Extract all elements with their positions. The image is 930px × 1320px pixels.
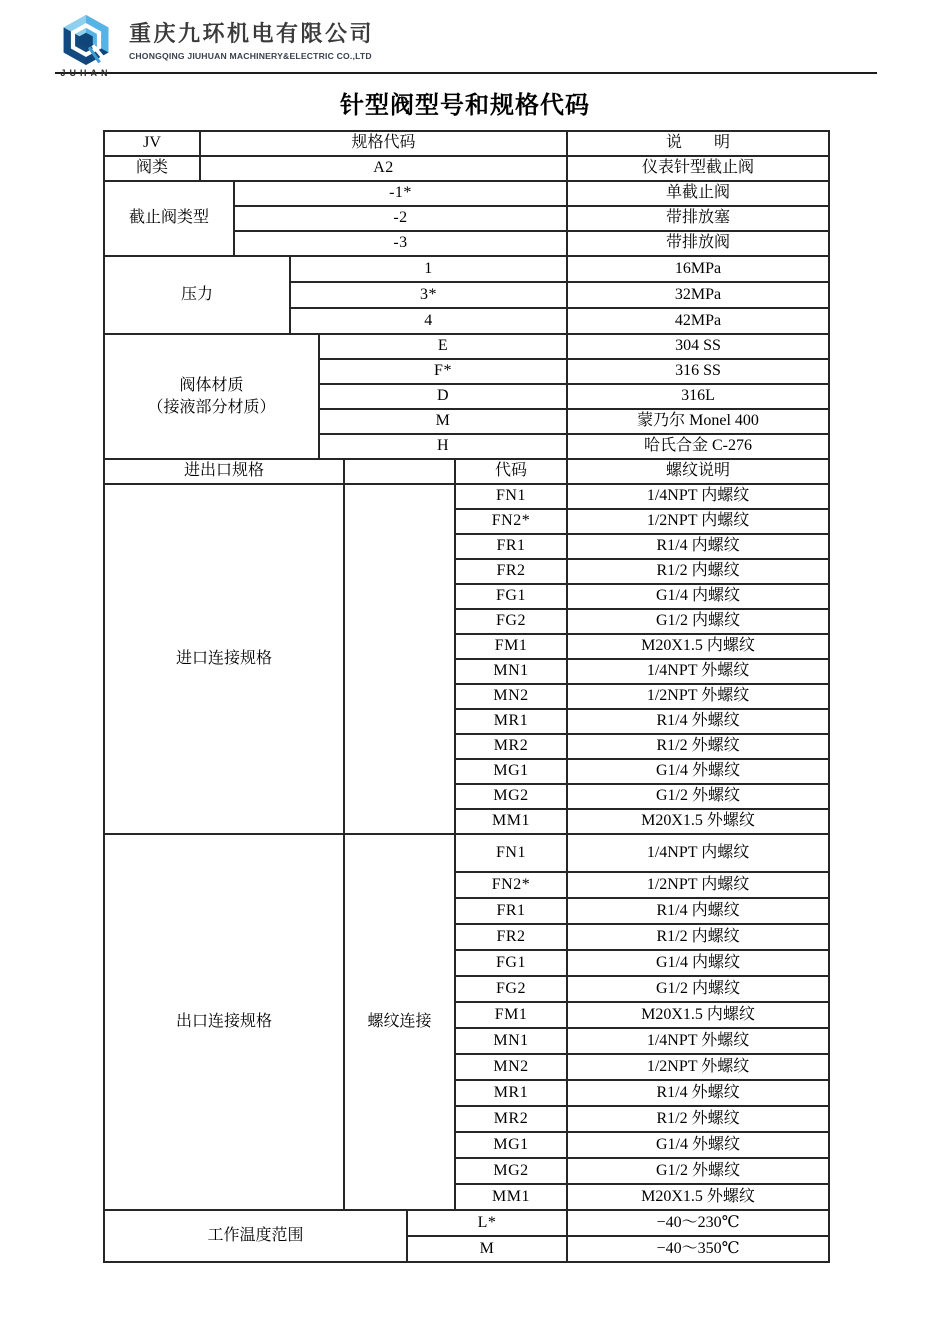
code-cell: FG2 [455, 976, 567, 1002]
desc-cell: 带排放塞 [567, 206, 829, 231]
code-cell: 1 [290, 256, 567, 282]
inlet-label-cell: 进口连接规格 [104, 484, 344, 834]
inlet-mid-cell [344, 484, 455, 834]
desc-cell: G1/2 外螺纹 [567, 1158, 829, 1184]
code-cell: MR1 [455, 1080, 567, 1106]
desc-cell: −40～350℃ [567, 1236, 829, 1262]
code-cell: FG2 [455, 609, 567, 634]
code-cell: FR2 [455, 559, 567, 584]
desc-cell: 1/2NPT 内螺纹 [567, 509, 829, 534]
company-logo [55, 14, 117, 78]
temperature-label-cell: 工作温度范围 [104, 1210, 407, 1262]
company-name-block [129, 14, 374, 61]
desc-cell: M20X1.5 内螺纹 [567, 1002, 829, 1028]
valve-class-code-cell: A2 [200, 156, 567, 181]
desc-cell: −40～230℃ [567, 1210, 829, 1236]
desc-cell: G1/4 内螺纹 [567, 584, 829, 609]
code-cell: MR1 [455, 709, 567, 734]
code-cell: MN2 [455, 1054, 567, 1080]
code-cell: MG1 [455, 759, 567, 784]
table-row [104, 334, 829, 359]
juhan-hexagon-logo-icon [60, 14, 112, 66]
body-material-label-line2: （接液部分材质） [147, 398, 276, 416]
code-cell: -2 [234, 206, 567, 231]
desc-cell: 1/2NPT 外螺纹 [567, 1054, 829, 1080]
desc-cell: 蒙乃尔 Monel 400 [567, 409, 829, 434]
code-cell: FM1 [455, 634, 567, 659]
code-cell: FN2* [455, 872, 567, 898]
desc-cell: 1/4NPT 外螺纹 [567, 1028, 829, 1054]
valve-class-desc-cell: 仪表针型截止阀 [567, 156, 829, 181]
desc-cell: 1/2NPT 外螺纹 [567, 684, 829, 709]
code-cell: 3* [290, 282, 567, 308]
code-cell: MN2 [455, 684, 567, 709]
port-spec-empty-cell [344, 459, 455, 484]
outlet-mid-cell: 螺纹连接 [344, 834, 455, 1210]
desc-cell: 1/4NPT 内螺纹 [567, 484, 829, 509]
code-cell: MG1 [455, 1132, 567, 1158]
code-cell: MM1 [455, 809, 567, 834]
table-row [104, 1210, 829, 1236]
table-row [104, 131, 829, 156]
valve-class-label-cell: 阀类 [104, 156, 200, 181]
code-cell: E [319, 334, 567, 359]
table-row [104, 834, 829, 872]
code-cell: FN1 [455, 834, 567, 872]
code-cell: -1* [234, 181, 567, 206]
code-cell: FM1 [455, 1002, 567, 1028]
desc-cell: 316 SS [567, 359, 829, 384]
code-cell: M [407, 1236, 567, 1262]
desc-cell: G1/4 外螺纹 [567, 1132, 829, 1158]
jv-header-cell: JV [104, 131, 200, 156]
code-cell: H [319, 434, 567, 459]
desc-cell: G1/4 内螺纹 [567, 950, 829, 976]
code-cell: MR2 [455, 734, 567, 759]
desc-cell: M20X1.5 内螺纹 [567, 634, 829, 659]
desc-cell: M20X1.5 外螺纹 [567, 809, 829, 834]
code-cell: D [319, 384, 567, 409]
desc-cell: 304 SS [567, 334, 829, 359]
desc-cell: 16MPa [567, 256, 829, 282]
code-cell: FR1 [455, 534, 567, 559]
code-cell: 4 [290, 308, 567, 334]
code-cell: FR1 [455, 898, 567, 924]
desc-cell: R1/4 外螺纹 [567, 709, 829, 734]
code-cell: FN2* [455, 509, 567, 534]
letterhead [0, 0, 930, 78]
code-cell: MN1 [455, 659, 567, 684]
code-cell: MN1 [455, 1028, 567, 1054]
table-row [104, 484, 829, 509]
table-row [104, 256, 829, 282]
desc-cell: M20X1.5 外螺纹 [567, 1184, 829, 1210]
code-column-header-cell: 代码 [455, 459, 567, 484]
spec-code-header-cell: 规格代码 [200, 131, 567, 156]
table-row [104, 459, 829, 484]
desc-cell: R1/2 外螺纹 [567, 1106, 829, 1132]
stop-valve-type-label-cell: 截止阀类型 [104, 181, 234, 256]
code-cell: FR2 [455, 924, 567, 950]
code-cell: MG2 [455, 784, 567, 809]
body-material-label-line1: 阀体材质 [179, 376, 244, 394]
desc-cell: R1/2 外螺纹 [567, 734, 829, 759]
code-cell: MM1 [455, 1184, 567, 1210]
header-divider [55, 72, 877, 74]
code-cell: FN1 [455, 484, 567, 509]
code-cell: L* [407, 1210, 567, 1236]
page-title: 针型阀型号和规格代码 [340, 93, 590, 119]
code-cell: -3 [234, 231, 567, 256]
desc-cell: G1/4 外螺纹 [567, 759, 829, 784]
desc-cell: R1/2 内螺纹 [567, 924, 829, 950]
code-cell: M [319, 409, 567, 434]
port-spec-label-cell: 进出口规格 [104, 459, 344, 484]
desc-cell: G1/2 内螺纹 [567, 609, 829, 634]
desc-cell: R1/4 外螺纹 [567, 1080, 829, 1106]
desc-cell: G1/2 内螺纹 [567, 976, 829, 1002]
desc-cell: 哈氏合金 C-276 [567, 434, 829, 459]
outlet-label-cell: 出口连接规格 [104, 834, 344, 1210]
pressure-label-cell: 压力 [104, 256, 290, 334]
desc-cell: R1/4 内螺纹 [567, 898, 829, 924]
desc-cell: 1/4NPT 内螺纹 [567, 834, 829, 872]
code-cell: MG2 [455, 1158, 567, 1184]
desc-cell: G1/2 外螺纹 [567, 784, 829, 809]
desc-cell: 带排放阀 [567, 231, 829, 256]
description-header-cell: 说 明 [567, 131, 829, 156]
table-row [104, 181, 829, 206]
desc-cell: 1/2NPT 内螺纹 [567, 872, 829, 898]
code-cell: FG1 [455, 950, 567, 976]
thread-desc-header-cell: 螺纹说明 [567, 459, 829, 484]
company-name-cn: 重庆九环机电有限公司 [129, 21, 375, 46]
desc-cell: 32MPa [567, 282, 829, 308]
code-cell: FG1 [455, 584, 567, 609]
desc-cell: R1/4 内螺纹 [567, 534, 829, 559]
desc-cell: 单截止阀 [567, 181, 829, 206]
code-cell: F* [319, 359, 567, 384]
body-material-label-cell [104, 334, 319, 459]
desc-cell: 1/4NPT 外螺纹 [567, 659, 829, 684]
spec-code-table [103, 130, 830, 1263]
company-name-en: CHONGQING JIUHUAN MACHINERY&ELECTRIC CO.,LTD [129, 51, 372, 61]
logo-wordmark: JUHAN [60, 68, 112, 78]
desc-cell: R1/2 内螺纹 [567, 559, 829, 584]
desc-cell: 316L [567, 384, 829, 409]
table-row [104, 156, 829, 181]
desc-cell: 42MPa [567, 308, 829, 334]
code-cell: MR2 [455, 1106, 567, 1132]
